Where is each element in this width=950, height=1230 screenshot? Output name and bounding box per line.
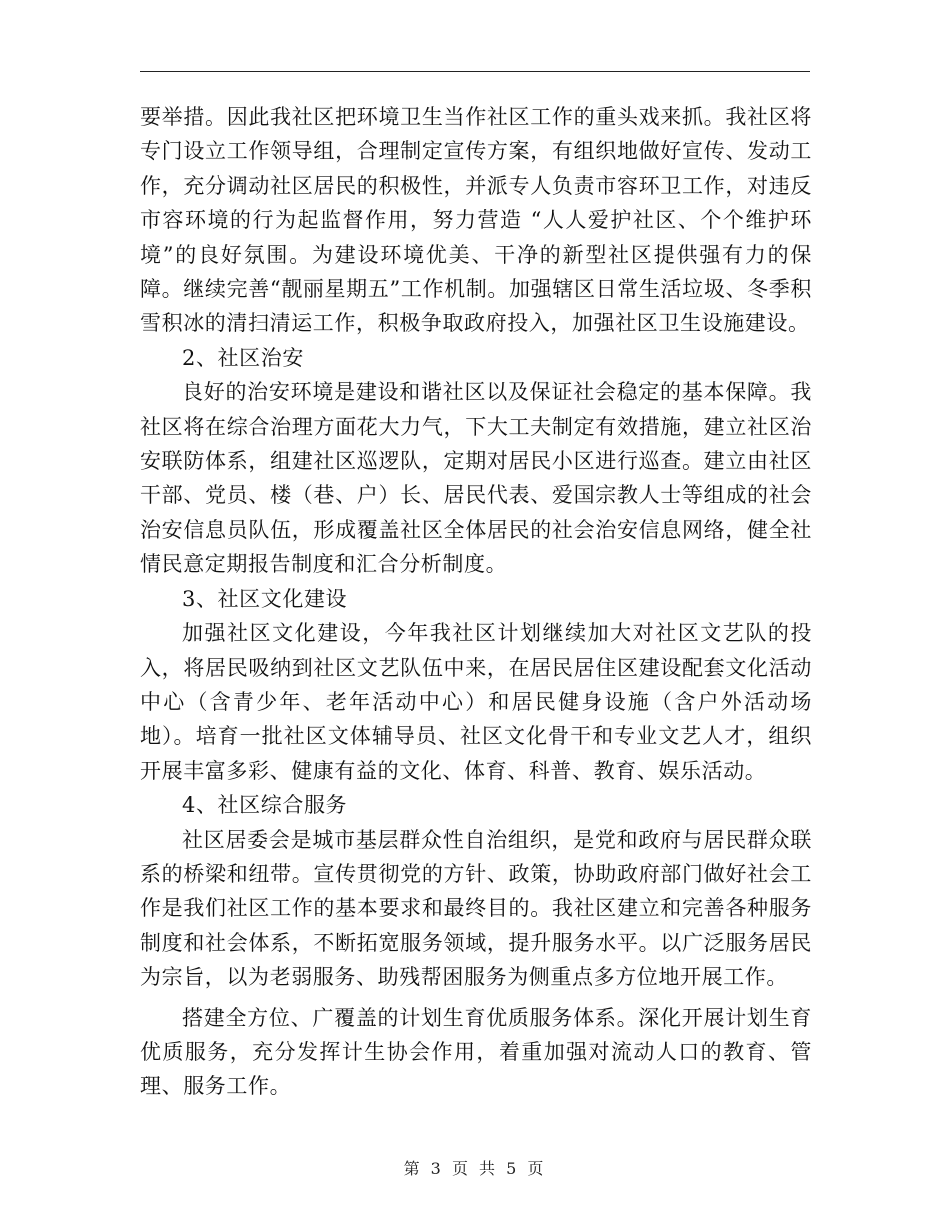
page-footer: 第 3 页 共 5 页 [403,1159,547,1178]
paragraph-community-services: 社区居委会是城市基层群众性自治组织，是党和政府与居民群众联系的桥梁和纽带。宣传贯彻党的方针、政策，协助政府部门做好社会工作是我们社区工作的基本要求和最终目的。我社区建立和完善各种服务制度和社会体系，不断拓宽服务领域，提升服务水平。以广泛服务居民为宗旨，以为老弱服务、助残帮困服务为侧重点多方位地开展工作。 [140,827,812,990]
heading-community-services: 4、社区综合服务 [182,793,348,818]
paragraph-environment-continued: 要举措。因此我社区把环境卫生当作社区工作的重头戏来抓。我社区将专门设立工作领导组，合理制定宣传方案，有组织地做好宣传、发动工作，充分调动社区居民的积极性，并派专人负责市容环卫工作，对违反市容环境的行为起监督作用，努力营造 “人人爱护社区、个个维护环境”的良好氛围。为建设环境优美、干净的新型社区提供强有力的保障。继续完善“靓丽星期五”工作机制。加强辖区日常生活垃圾、冬季积雪积冰的清扫清运工作，积极争取政府投入，加强社区卫生设施建设。 [140,105,812,336]
paragraph-community-security: 良好的治安环境是建设和谐社区以及保证社会稳定的基本保障。我社区将在综合治理方面花大力气，下大工夫制定有效措施，建立社区治安联防体系，组建社区巡逻队，定期对居民小区进行巡查。建立由社区干部、党员、楼（巷、户）长、居民代表、爱国宗教人士等组成的社会治安信息员队伍，形成覆盖社区全体居民的社会治安信息网络，健全社情民意定期报告制度和汇合分析制度。 [140,380,812,577]
paragraph-family-planning: 搭建全方位、广覆盖的计划生育优质服务体系。深化开展计划生育优质服务，充分发挥计生协会作用，着重加强对流动人口的教育、管理、服务工作。 [140,1005,812,1099]
header-rule [140,71,810,72]
body-text [140,100,812,1104]
heading-community-culture: 3、社区文化建设 [182,586,348,611]
paragraph-community-culture: 加强社区文化建设，今年我社区计划继续加大对社区文艺队的投入，将居民吸纳到社区文艺队伍中来，在居民居住区建设配套文化活动中心（含青少年、老年活动中心）和居民健身设施（含户外活动场地）。培育一批社区文体辅导员、社区文化骨干和专业文艺人才，组织开展丰富多彩、健康有益的文化、体育、科普、教育、娱乐活动。 [140,621,812,783]
heading-community-security: 2、社区治安 [182,345,304,370]
